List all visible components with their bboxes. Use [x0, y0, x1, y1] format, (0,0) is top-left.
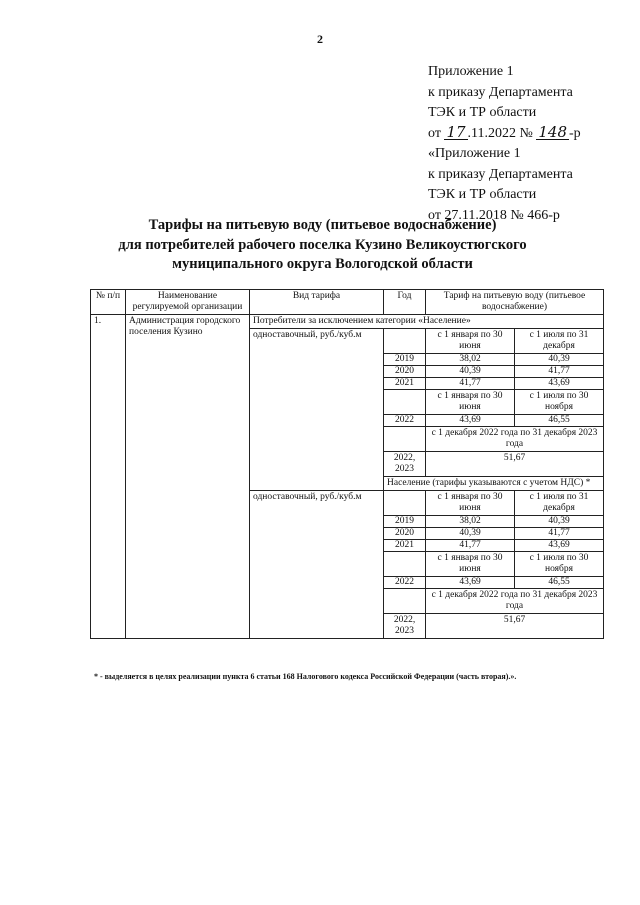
year-cell — [384, 552, 426, 577]
order-date-line — [428, 124, 633, 145]
year-cell: 2021 — [384, 540, 426, 552]
appendix-line: к приказу Департамента — [428, 166, 573, 182]
category-label: Потребители за исключением категории «Население» — [250, 315, 604, 329]
tariff-value: 51,67 — [426, 614, 604, 639]
appendix-line: Приложение 1 — [428, 64, 514, 79]
tariff-value: 43,69 — [515, 540, 604, 552]
header-num: № п/п — [91, 290, 126, 315]
year-cell: 2019 — [384, 516, 426, 528]
appendix-line: ТЭК и ТР области — [428, 105, 537, 120]
period-label: с 1 июля по 30 ноября — [515, 390, 604, 415]
order-day-handwritten: 17 — [446, 122, 466, 141]
footnote: * - выделяется в целях реализации пункта 6 статьи 168 Налогового кодекса Российской Федерации (часть вторая).». — [94, 672, 517, 681]
period-label: с 1 декабря 2022 года по 31 декабря 2023 года — [426, 427, 604, 452]
tariff-value: 40,39 — [426, 366, 515, 378]
category-label: Население (тарифы указываются с учетом НДС) * — [384, 477, 604, 491]
order-suffix: -р — [569, 125, 581, 141]
tariff-kind: одноставочный, руб./куб.м — [250, 329, 384, 491]
year-cell — [384, 589, 426, 614]
year-cell: 2022 — [384, 415, 426, 427]
tariff-value: 40,39 — [515, 516, 604, 528]
year-cell: 2022 — [384, 577, 426, 589]
year-cell: 2020 — [384, 366, 426, 378]
document-title — [60, 216, 585, 275]
tariff-value: 46,55 — [515, 415, 604, 427]
year-cell — [384, 491, 426, 516]
order-mid: .11.2022 № — [467, 125, 533, 141]
title-line: для потребителей рабочего поселка Кузино Великоустюгского — [118, 236, 527, 253]
year-cell: 2021 — [384, 378, 426, 390]
tariff-value: 40,39 — [426, 528, 515, 540]
period-label: с 1 января по 30 июня — [426, 552, 515, 577]
tariff-value: 41,77 — [515, 528, 604, 540]
appendix-line: «Приложение 1 — [428, 146, 521, 161]
period-label: с 1 января по 30 июня — [426, 329, 515, 354]
title-line: Тарифы на питьевую воду (питьевое водоснабжение) — [148, 217, 497, 233]
tariff-table — [90, 289, 604, 639]
order-number-handwritten: 148 — [538, 122, 568, 141]
period-label: с 1 июля по 31 декабря — [515, 491, 604, 516]
period-label: с 1 января по 30 июня — [426, 390, 515, 415]
header-year: Год — [384, 290, 426, 315]
year-cell: 2020 — [384, 528, 426, 540]
tariff-value: 41,77 — [515, 366, 604, 378]
tariff-value: 46,55 — [515, 577, 604, 589]
year-cell — [384, 329, 426, 354]
year-cell — [384, 427, 426, 452]
appendix-line: ТЭК и ТР области — [428, 187, 537, 202]
tariff-value: 38,02 — [426, 354, 515, 366]
header-tariff: Тариф на питьевую воду (питьевое водоснабжение) — [426, 290, 604, 315]
page-number: 2 — [317, 32, 323, 46]
tariff-value: 51,67 — [426, 452, 604, 477]
header-org: Наименование регулируемой организации — [126, 290, 250, 315]
tariff-value: 43,69 — [426, 415, 515, 427]
tariff-value: 40,39 — [515, 354, 604, 366]
period-label: с 1 июля по 30 ноября — [515, 552, 604, 577]
appendix-header — [428, 62, 633, 226]
period-label: с 1 декабря 2022 года по 31 декабря 2023 года — [426, 589, 604, 614]
year-cell: 2019 — [384, 354, 426, 366]
table-header-row — [91, 290, 604, 315]
tariff-value: 41,77 — [426, 378, 515, 390]
header-type: Вид тарифа — [250, 290, 384, 315]
order-prefix: от — [428, 125, 441, 141]
appendix-line: от 27.11.2018 № 466-р — [428, 207, 560, 223]
year-cell: 2022, 2023 — [384, 614, 426, 639]
title-line: муниципального округа Вологодской области — [172, 256, 473, 272]
appendix-line: к приказу Департамента — [428, 84, 573, 100]
tariff-value: 41,77 — [426, 540, 515, 552]
period-label: с 1 июля по 31 декабря — [515, 329, 604, 354]
year-cell — [384, 390, 426, 415]
tariff-kind: одноставочный, руб./куб.м — [250, 491, 384, 639]
row-number: 1. — [91, 315, 126, 639]
organization-name: Администрация городского поселения Кузино — [126, 315, 250, 639]
table-row — [91, 315, 604, 329]
tariff-value: 43,69 — [426, 577, 515, 589]
year-cell: 2022, 2023 — [384, 452, 426, 477]
tariff-value: 43,69 — [515, 378, 604, 390]
period-label: с 1 января по 30 июня — [426, 491, 515, 516]
tariff-value: 38,02 — [426, 516, 515, 528]
